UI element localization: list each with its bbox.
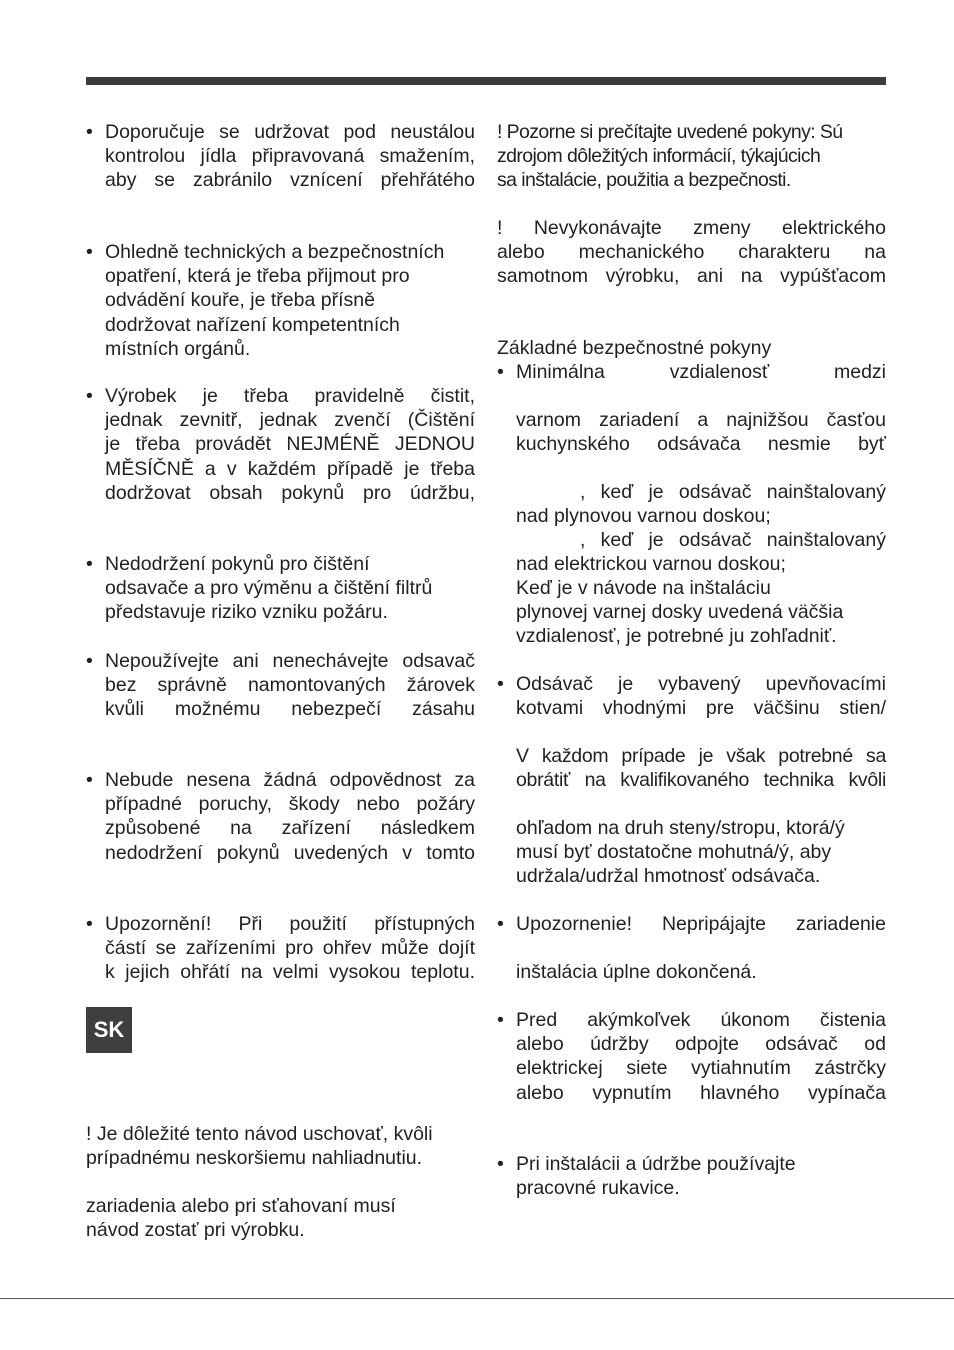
sk-anchors-technician <box>497 744 886 792</box>
sk-no-connect-cont: inštalácia úplne dokončená. <box>516 961 757 983</box>
text-line: odsavače a pro výměnu a čištění filtrů <box>105 577 433 600</box>
sk-bullet-min-distance <box>497 360 886 384</box>
text-line: pracovné rukavice. <box>516 1177 680 1200</box>
text-line: aby se zabránilo vznícení přehřátého <box>105 169 475 192</box>
text-line: V každom prípade je však potrebné sa <box>516 745 886 767</box>
text-line: kvůli možnému nebezpečí zásahu <box>105 698 475 721</box>
text-line: • Výrobek je třeba pravidelně čistit, <box>105 385 475 407</box>
cz-bullet-cleaning <box>86 384 475 505</box>
text-line: je třeba provádět NEJMÉNĚ JEDNOU <box>105 433 475 456</box>
sk-distance-note <box>497 576 886 649</box>
cz-bullet-fire-risk <box>86 552 475 625</box>
sk-min-distance-cont <box>497 408 886 456</box>
sk-distance-gas-hob <box>497 480 886 528</box>
text-line: MĚSÍČNĚ a v každém případě je třeba <box>105 457 475 480</box>
sk-keep-manual-paragraph <box>86 1122 475 1170</box>
text-line: způsobené na zařízení následkem <box>105 817 475 840</box>
text-line: , keď je odsávač nainštalovaný <box>580 529 886 551</box>
text-line: jednak zevnitř, jednak zvenčí (Čištění <box>105 409 475 432</box>
text-line: sa inštalácie, použitia a bezpečnosti. <box>497 169 791 192</box>
cz-bullet-bulbs <box>86 649 475 722</box>
text-line: • Nebude nesena žádná odpovědnost za <box>105 769 475 791</box>
text-line: udržala/udržal hmotnosť odsávača. <box>516 865 821 888</box>
text-line: samotnom výrobku, ani na vypúšťacom <box>497 265 886 288</box>
text-line: alebo vypnutím hlavného vypínača <box>516 1081 886 1104</box>
text-line: elektrickej siete vytiahnutím zástrčky <box>516 1057 886 1080</box>
cz-bullet-hot-parts <box>86 912 475 985</box>
text-line: • Pred akýmkoľvek úkonom čistenia <box>516 1009 886 1031</box>
sk-manual-with-product-paragraph <box>86 1194 475 1242</box>
sk-bullet-disconnect <box>497 1008 886 1105</box>
text-line: • Upozornění! Při použití přístupných <box>105 913 475 935</box>
text-line: • Minimálna vzdialenosť medzi <box>516 361 886 383</box>
text-line: nedodržení pokynů uvedených v tomto <box>105 841 475 864</box>
text-line: nad plynovou varnou doskou; <box>516 505 771 528</box>
text-line: zdrojom dôležitých informácií, týkajúcich <box>497 145 821 168</box>
text-line: alebo mechanického charakteru na <box>497 241 886 264</box>
text-line: ! Je dôležité tento návod uschovať, kvôli <box>86 1123 433 1145</box>
text-line: , keď je odsávač nainštalovaný <box>580 481 886 503</box>
safety-heading: Základné bezpečnostné pokyny <box>497 337 772 359</box>
cz-bullet-frying <box>86 120 475 193</box>
footer-rule <box>0 1298 954 1299</box>
text-line: • Odsávač je vybavený upevňovacími <box>516 673 886 695</box>
sk-read-instructions-paragraph <box>497 120 886 193</box>
language-badge-sk: SK <box>86 1007 132 1053</box>
text-line: alebo údržby odpojte odsávač od <box>516 1033 886 1056</box>
text-line: představuje riziko vzniku požáru. <box>105 601 388 624</box>
text-line: prípadnému neskoršiemu nahliadnutiu. <box>86 1147 423 1170</box>
text-line: návod zostať pri výrobku. <box>86 1219 305 1242</box>
text-line: místních orgánů. <box>105 337 251 360</box>
text-line: vzdialenosť, je potrebné ju zohľadniť. <box>516 625 837 648</box>
sk-distance-electric-hob <box>497 528 886 576</box>
text-line: varnom zariadení a najnižšou časťou <box>516 409 886 431</box>
text-line: odvádění kouře, je třeba přísně <box>105 289 375 312</box>
text-line: • Nedodržení pokynů pro čištění <box>105 553 370 575</box>
text-line: částí se zařízeními pro ohřev může dojít <box>105 937 475 960</box>
sk-bullet-anchors <box>497 672 886 720</box>
text-line: kontrolou jídla připravovaná smažením, <box>105 145 475 168</box>
sk-bullet-no-connect <box>497 912 886 936</box>
text-line: případné poruchy, škody nebo požáry <box>105 793 475 816</box>
text-line: bez správně namontovaných žárovek <box>105 674 475 697</box>
text-line: ! Nevykonávajte zmeny elektrického <box>497 217 886 239</box>
text-line: opatření, která je třeba přijmout pro <box>105 265 410 288</box>
text-line: ! Pozorne si prečítajte uvedené pokyny: Sú <box>497 121 843 143</box>
text-line: dodržovat obsah pokynů pro údržbu, <box>105 481 475 504</box>
header-rule <box>86 77 886 85</box>
sk-anchors-wall-type <box>497 816 886 889</box>
text-line: • Ohledně technických a bezpečnostních <box>105 241 445 263</box>
sk-bullet-gloves <box>497 1152 886 1200</box>
text-line: obrátiť na kvalifikovaného technika kvôli <box>516 769 886 792</box>
text-line: • Pri inštalácii a údržbe používajte <box>516 1153 796 1175</box>
text-line: • Doporučuje se udržovat pod neustálou <box>105 121 475 143</box>
text-line: kuchynského odsávača nesmie byť <box>516 433 886 456</box>
cz-bullet-smoke-regulations <box>86 240 475 361</box>
text-line: zariadenia alebo pri sťahovaní musí <box>86 1195 396 1217</box>
text-line: ohľadom na druh steny/stropu, ktorá/ý <box>516 817 845 839</box>
text-line: musí byť dostatočne mohutná/ý, aby <box>516 841 832 864</box>
text-line: nad elektrickou varnou doskou; <box>516 553 786 576</box>
text-line: kotvami vhodnými pre väčšinu stien/ <box>516 697 886 720</box>
text-line: Keď je v návode na inštaláciu <box>516 577 771 599</box>
text-line: dodržovat nařízení kompetentních <box>105 313 400 336</box>
sk-no-modifications-paragraph <box>497 216 886 289</box>
text-line: • Nepoužívejte ani nenechávejte odsavač <box>105 650 475 672</box>
text-line: • Upozornenie! Nepripájajte zariadenie <box>516 913 886 935</box>
text-line: plynovej varnej dosky uvedená väčšia <box>516 601 844 624</box>
text-line: k jejich ohřátí na velmi vysokou teplotu. <box>105 961 475 984</box>
cz-bullet-liability <box>86 768 475 865</box>
